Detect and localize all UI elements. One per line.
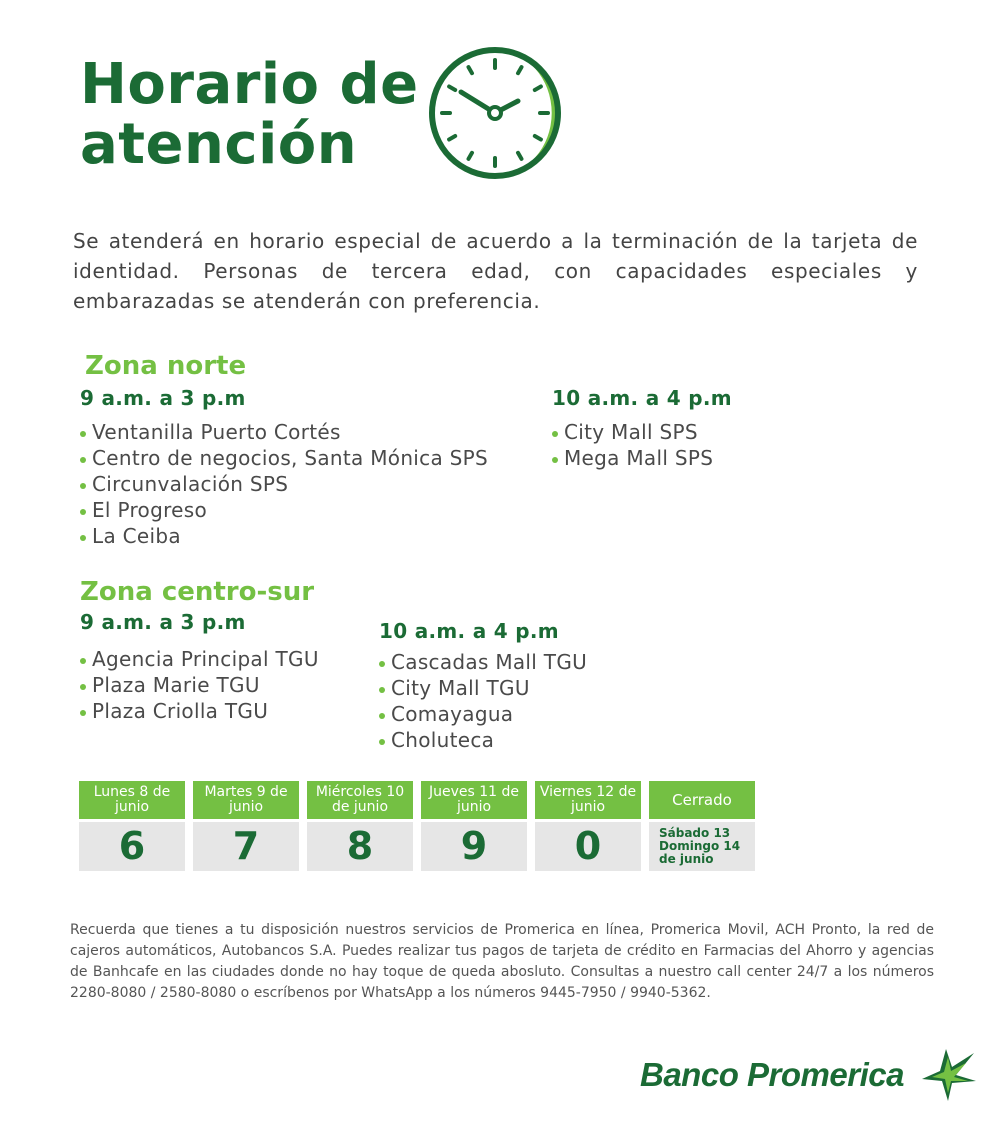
brand-name: Banco Promerica xyxy=(640,1056,904,1093)
list-item: Comayagua xyxy=(379,701,587,727)
schedule-closed-label: Cerrado xyxy=(649,781,755,819)
list-item: Mega Mall SPS xyxy=(552,445,732,471)
page-title xyxy=(80,52,419,177)
zone-norte-branches-2 xyxy=(552,419,732,471)
zone-centro-sur-hours-2: 10 a.m. a 4 p.m xyxy=(379,619,559,643)
schedule-day-digit: 7 xyxy=(193,822,299,871)
closed-note: de junio xyxy=(659,852,714,866)
list-item: Ventanilla Puerto Cortés xyxy=(80,419,488,445)
schedule-closed xyxy=(649,781,755,871)
brand-logo xyxy=(640,1045,980,1105)
list-item: El Progreso xyxy=(80,497,488,523)
zone-norte-hours-1: 9 a.m. a 3 p.m xyxy=(80,386,246,410)
schedule-day-label: Jueves 11 de junio xyxy=(421,781,527,819)
page-title-line2: atención xyxy=(80,112,358,177)
list-item: Centro de negocios, Santa Mónica SPS xyxy=(80,445,488,471)
zone-norte-title: Zona norte xyxy=(85,351,247,381)
zone-centro-sur-group-1 xyxy=(80,609,319,724)
schedule-table xyxy=(79,781,759,871)
zone-centro-sur-branches-2 xyxy=(379,649,587,753)
list-item: La Ceiba xyxy=(80,523,488,549)
schedule-day-label: Martes 9 de junio xyxy=(193,781,299,819)
footer-text: Recuerda que tienes a tu disposición nuestros servicios de Promerica en línea, Promerica Movil, ACH Pronto, la red de cajeros automáticos, Autobancos S.A. Puedes realizar tus pagos de tarjeta de crédito en Farmacias del Ahorro y agencias de Banhcafe en las ciudades donde no hay toque de queda abosluto. Consultas a nuestro call center 24/7 a los números 2280-8080 / 2580-8080 o escríbenos por WhatsApp a los números 9445-7950 / 9940-5362. xyxy=(70,922,934,1001)
zone-centro-sur-hours-1: 9 a.m. a 3 p.m xyxy=(80,610,246,634)
zone-centro-sur-group-2 xyxy=(379,618,587,753)
schedule-day-3 xyxy=(307,781,413,871)
intro-text: Se atenderá en horario especial de acuerdo a la terminación de la tarjeta de identidad. Personas de tercera edad, con capacidades especiales y embarazadas se atenderán con preferencia. xyxy=(73,229,918,313)
schedule-day-label: Lunes 8 de junio xyxy=(79,781,185,819)
schedule-day-digit: 6 xyxy=(79,822,185,871)
closed-note: Domingo 14 xyxy=(659,839,741,853)
list-item: Plaza Marie TGU xyxy=(80,672,319,698)
list-item: City Mall SPS xyxy=(552,419,732,445)
schedule-day-5 xyxy=(535,781,641,871)
clock-icon xyxy=(428,46,562,180)
schedule-day-digit: 8 xyxy=(307,822,413,871)
zone-centro-sur-title: Zona centro-sur xyxy=(80,577,315,607)
schedule-day-label: Miércoles 10 de junio xyxy=(307,781,413,819)
list-item: Cascadas Mall TGU xyxy=(379,649,587,675)
promerica-star-logo-icon xyxy=(918,1045,978,1103)
list-item: City Mall TGU xyxy=(379,675,587,701)
schedule-day-label: Viernes 12 de junio xyxy=(535,781,641,819)
schedule-closed-notes xyxy=(649,822,755,871)
zone-centro-sur-branches-1 xyxy=(80,646,319,724)
schedule-day-digit: 9 xyxy=(421,822,527,871)
closed-note: Sábado 13 xyxy=(659,826,731,840)
page-title-line1: Horario de xyxy=(80,52,419,117)
schedule-day-4 xyxy=(421,781,527,871)
zone-norte-branches-1 xyxy=(80,419,488,549)
list-item: Choluteca xyxy=(379,727,587,753)
zone-norte-group-1 xyxy=(80,385,488,549)
list-item: Plaza Criolla TGU xyxy=(80,698,319,724)
list-item: Circunvalación SPS xyxy=(80,471,488,497)
schedule-day-1 xyxy=(79,781,185,871)
schedule-day-2 xyxy=(193,781,299,871)
zone-norte-group-2 xyxy=(552,385,732,471)
schedule-day-digit: 0 xyxy=(535,822,641,871)
list-item: Agencia Principal TGU xyxy=(80,646,319,672)
zone-norte-hours-2: 10 a.m. a 4 p.m xyxy=(552,386,732,410)
